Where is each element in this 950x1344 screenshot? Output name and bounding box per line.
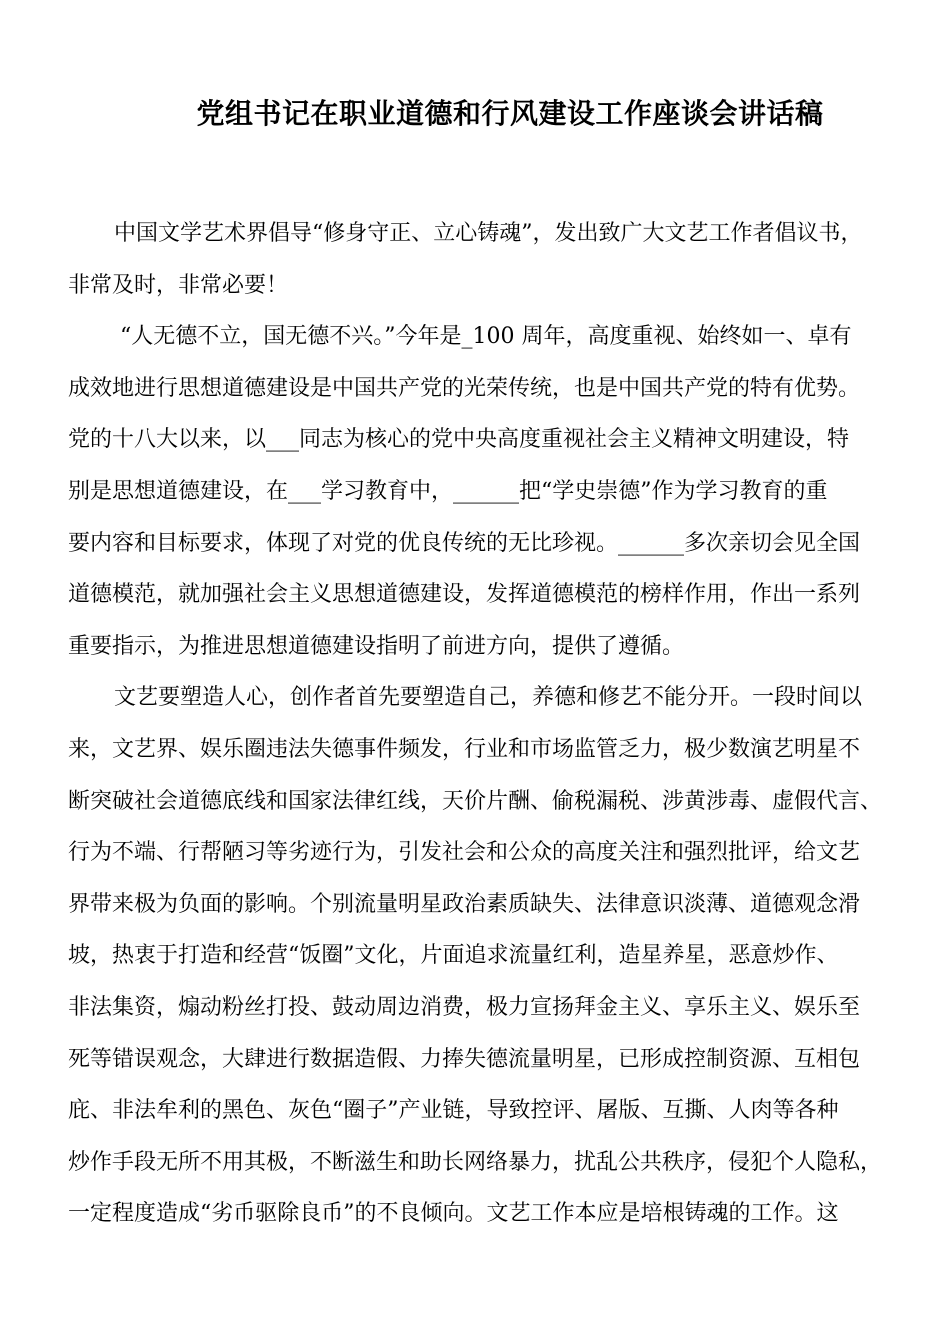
body-line: 非法集资，煽动粉丝打投、鼓动周边消费，极力宣扬拜金主义、享乐主义、娱乐至: [68, 994, 861, 1020]
body-line: 断突破社会道德底线和国家法律红线，天价片酬、偷税漏税、涉黄涉毒、虚假代言、: [68, 788, 883, 814]
body-line: 别是思想道德建设，在___学习教育中，______把“学史崇德”作为学习教育的重: [68, 478, 828, 504]
body-line: 重要指示，为推进思想道德建设指明了前进方向，提供了遵循。: [68, 633, 685, 659]
body-line: 成效地进行思想道德建设是中国共产党的光荣传统，也是中国共产党的特有优势。: [68, 375, 861, 401]
body-line: 非常及时，非常必要！: [68, 272, 289, 298]
body-line: 死等错误观念，大肆进行数据造假、力捧失德流量明星，已形成控制资源、互相包: [68, 1046, 861, 1072]
body-line: “人无德不立，国无德不兴。”今年是_100 周年，高度重视、始终如一、卓有: [120, 324, 852, 350]
body-line: 一定程度造成“劣币驱除良币”的不良倾向。文艺工作本应是培根铸魂的工作。这: [68, 1201, 839, 1227]
body-line: 中国文学艺术界倡导“修身守正、立心铸魂”，发出致广大文艺工作者倡议书，: [114, 221, 863, 246]
body-line: 界带来极为负面的影响。个别流量明星政治素质缺失、法律意识淡薄、道德观念滑: [68, 891, 861, 917]
body-line: 庇、非法牟利的黑色、灰色“圈子”产业链，导致控评、屠版、互撕、人肉等各种: [68, 1098, 839, 1124]
body-line: 文艺要塑造人心，创作者首先要塑造自己，养德和修艺不能分开。一段时间以: [114, 685, 863, 711]
body-line: 坡，热衷于打造和经营“饭圈”文化，片面追求流量红利，造星养星，恶意炒作、: [68, 943, 839, 969]
body-line: 道德模范，就加强社会主义思想道德建设，发挥道德模范的榜样作用，作出一系列: [68, 582, 861, 608]
document-title: 党组书记在职业道德和行风建设工作座谈会讲话稿: [196, 97, 824, 130]
body-line: 党的十八大以来，以___同志为核心的党中央高度重视社会主义精神文明建设，特: [68, 427, 850, 453]
body-line: 炒作手段无所不用其极，不断滋生和助长网络暴力，扰乱公共秩序，侵犯个人隐私，: [68, 1149, 883, 1175]
document-body: [68, 208, 888, 1240]
body-line: 要内容和目标要求，体现了对党的优良传统的无比珍视。______多次亲切会见全国: [68, 530, 861, 556]
body-line: 来，文艺界、娱乐圈违法失德事件频发，行业和市场监管乏力，极少数演艺明星不: [68, 736, 861, 762]
body-line: 行为不端、行帮陋习等劣迹行为，引发社会和公众的高度关注和强烈批评，给文艺: [68, 840, 861, 866]
